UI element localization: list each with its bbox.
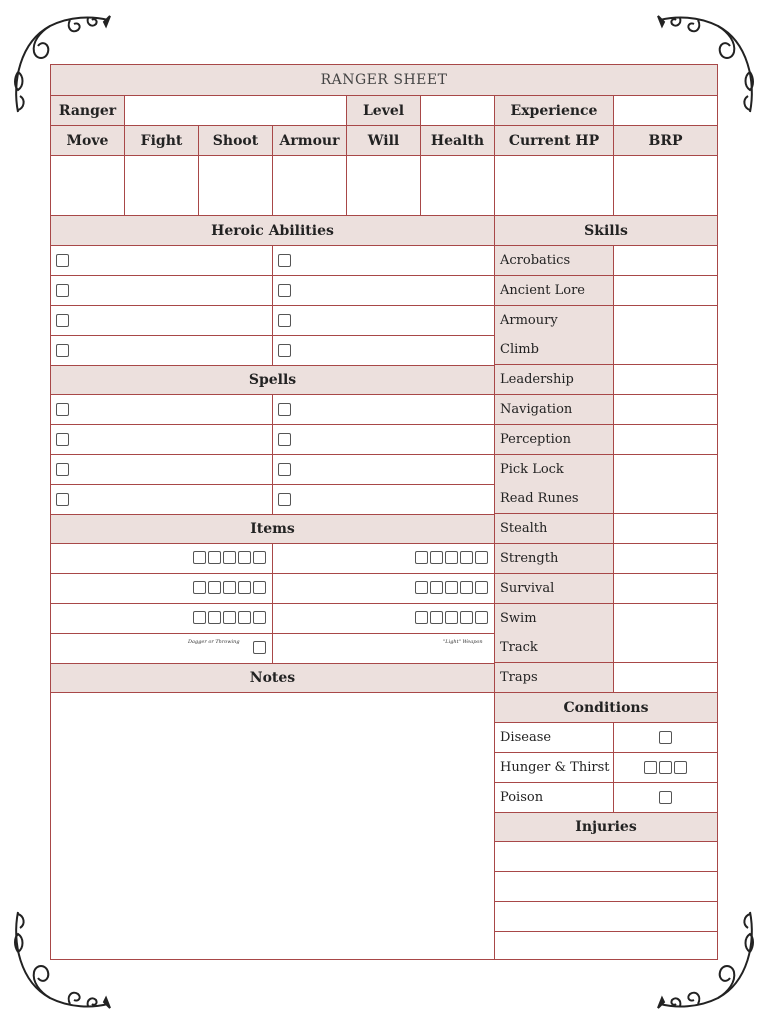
spell-slot[interactable] [51, 425, 273, 455]
item-checkbox[interactable] [460, 551, 473, 564]
condition-label: Poison [495, 783, 614, 813]
item-checkbox[interactable] [253, 611, 266, 624]
skill-label: Stealth [495, 514, 614, 544]
condition-label: Disease [495, 723, 614, 753]
condition-checkbox[interactable] [659, 761, 672, 774]
stat-field-brp[interactable] [614, 156, 717, 216]
spell-checkbox[interactable] [278, 493, 291, 506]
heroic-ability-slot[interactable] [273, 336, 495, 366]
spell-slot[interactable] [273, 425, 495, 455]
skill-label: Armoury [495, 306, 614, 336]
item-checkbox[interactable] [253, 641, 266, 654]
skill-label: Navigation [495, 395, 614, 425]
item-checkbox[interactable] [193, 611, 206, 624]
item-checkbox[interactable] [430, 611, 443, 624]
heroic-ability-slot[interactable] [273, 276, 495, 306]
skill-label: Climb [495, 335, 614, 365]
skill-label: Traps [495, 663, 614, 693]
skill-label: Leadership [495, 365, 614, 395]
skill-label: Track [495, 633, 614, 663]
skill-label: Perception [495, 425, 614, 455]
item-checkbox[interactable] [253, 551, 266, 564]
skill-label: Read Runes [495, 484, 614, 514]
skill-value-field[interactable] [614, 663, 717, 693]
item-slot[interactable] [51, 634, 273, 664]
spells-header: Spells [51, 366, 495, 395]
item-slot[interactable] [273, 634, 495, 664]
item-slot[interactable] [273, 574, 495, 604]
skill-label: Pick Lock [495, 455, 614, 485]
skill-value-field[interactable] [614, 395, 717, 425]
item-checkbox[interactable] [223, 611, 236, 624]
heroic-ability-checkbox[interactable] [278, 344, 291, 357]
heroic-ability-slot[interactable] [51, 306, 273, 336]
skill-value-field[interactable] [614, 246, 717, 276]
spell-checkbox[interactable] [278, 433, 291, 446]
stat-label-will: Will [347, 126, 421, 156]
condition-tracker [614, 753, 717, 783]
skill-value-field[interactable] [614, 574, 717, 604]
condition-checkbox[interactable] [659, 791, 672, 804]
spell-slot[interactable] [51, 485, 273, 515]
spell-checkbox[interactable] [56, 463, 69, 476]
item-checkbox[interactable] [208, 551, 221, 564]
skill-label: Acrobatics [495, 246, 614, 276]
stat-field-move[interactable] [51, 156, 125, 216]
injury-line[interactable] [495, 872, 717, 902]
heroic-ability-checkbox[interactable] [56, 314, 69, 327]
skill-label: Survival [495, 574, 614, 604]
skill-value-field[interactable] [614, 544, 717, 574]
item-hint-dagger: Dagger or Throwing [188, 639, 240, 645]
item-checkbox[interactable] [445, 611, 458, 624]
ranger-name-field[interactable] [125, 96, 347, 126]
injury-line[interactable] [495, 932, 717, 959]
skill-label: Swim [495, 604, 614, 634]
stat-label-armour: Armour [273, 126, 347, 156]
item-checkbox[interactable] [253, 581, 266, 594]
skill-value-field[interactable] [614, 306, 717, 336]
heroic-ability-slot[interactable] [51, 336, 273, 366]
item-checkbox[interactable] [223, 581, 236, 594]
stat-field-armour[interactable] [273, 156, 347, 216]
item-checkbox[interactable] [238, 581, 251, 594]
item-checkbox[interactable] [475, 581, 488, 594]
stat-label-move: Move [51, 126, 125, 156]
heroic-ability-checkbox[interactable] [278, 284, 291, 297]
spell-slot[interactable] [273, 455, 495, 485]
item-checkbox[interactable] [430, 581, 443, 594]
level-label: Level [347, 96, 421, 126]
ranger-sheet [50, 64, 718, 960]
stat-field-fight[interactable] [125, 156, 199, 216]
heroic-ability-checkbox[interactable] [56, 254, 69, 267]
item-slot[interactable] [273, 544, 495, 574]
items-header: Items [51, 515, 495, 544]
stat-field-current-hp[interactable] [495, 156, 614, 216]
heroic-ability-checkbox[interactable] [56, 284, 69, 297]
stat-label-current-hp: Current HP [495, 126, 614, 156]
injury-line[interactable] [495, 842, 717, 872]
item-checkbox[interactable] [445, 551, 458, 564]
spell-checkbox[interactable] [56, 493, 69, 506]
skill-value-field[interactable] [614, 604, 717, 634]
notes-header: Notes [51, 663, 495, 693]
item-checkbox[interactable] [193, 551, 206, 564]
heroic-ability-checkbox[interactable] [56, 344, 69, 357]
item-checkbox[interactable] [208, 581, 221, 594]
stat-field-will[interactable] [347, 156, 421, 216]
item-slot[interactable] [51, 604, 273, 634]
item-checkbox[interactable] [445, 581, 458, 594]
injuries-header: Injuries [495, 813, 717, 842]
notes-area[interactable] [51, 693, 495, 959]
heroic-ability-slot[interactable] [273, 306, 495, 336]
spell-slot[interactable] [273, 485, 495, 515]
item-checkbox[interactable] [238, 551, 251, 564]
stat-label-brp: BRP [614, 126, 717, 156]
condition-label: Hunger & Thirst [495, 753, 614, 783]
condition-checkbox[interactable] [644, 761, 657, 774]
experience-label: Experience [495, 96, 614, 126]
item-slot[interactable] [51, 574, 273, 604]
sheet-title: RANGER SHEET [51, 65, 717, 96]
item-checkbox[interactable] [430, 551, 443, 564]
item-checkbox[interactable] [208, 611, 221, 624]
spell-checkbox[interactable] [278, 403, 291, 416]
item-checkbox[interactable] [460, 611, 473, 624]
skill-value-field[interactable] [614, 514, 717, 544]
skill-value-field[interactable] [614, 276, 717, 306]
item-checkbox[interactable] [415, 551, 428, 564]
item-checkbox[interactable] [193, 581, 206, 594]
stat-field-health[interactable] [421, 156, 495, 216]
item-checkbox[interactable] [460, 581, 473, 594]
skill-value-field[interactable] [614, 455, 717, 485]
item-slot[interactable] [273, 604, 495, 634]
item-checkbox[interactable] [238, 611, 251, 624]
spell-slot[interactable] [51, 455, 273, 485]
spell-slot[interactable] [273, 395, 495, 425]
item-checkbox[interactable] [415, 581, 428, 594]
experience-field[interactable] [614, 96, 717, 126]
condition-checkbox[interactable] [674, 761, 687, 774]
condition-tracker [614, 783, 717, 813]
heroic-ability-slot[interactable] [51, 246, 273, 276]
skill-value-field[interactable] [614, 484, 717, 514]
skills-header: Skills [495, 216, 717, 246]
level-field[interactable] [421, 96, 495, 126]
spell-checkbox[interactable] [278, 463, 291, 476]
skill-value-field[interactable] [614, 365, 717, 395]
heroic-ability-checkbox[interactable] [278, 314, 291, 327]
conditions-header: Conditions [495, 693, 717, 723]
skill-value-field[interactable] [614, 633, 717, 663]
stat-field-shoot[interactable] [199, 156, 273, 216]
skill-label: Strength [495, 544, 614, 574]
heroic-ability-slot[interactable] [273, 246, 495, 276]
item-checkbox[interactable] [415, 611, 428, 624]
spell-checkbox[interactable] [56, 403, 69, 416]
injury-line[interactable] [495, 902, 717, 932]
skill-value-field[interactable] [614, 425, 717, 455]
item-checkbox[interactable] [223, 551, 236, 564]
heroic-ability-slot[interactable] [51, 276, 273, 306]
heroic-ability-checkbox[interactable] [278, 254, 291, 267]
item-checkbox[interactable] [475, 611, 488, 624]
skill-value-field[interactable] [614, 335, 717, 365]
spell-slot[interactable] [51, 395, 273, 425]
stat-label-health: Health [421, 126, 495, 156]
item-slot[interactable] [51, 544, 273, 574]
condition-checkbox[interactable] [659, 731, 672, 744]
spell-checkbox[interactable] [56, 433, 69, 446]
item-hint-light-weapon: "Light" Weapon [443, 639, 483, 645]
stat-label-shoot: Shoot [199, 126, 273, 156]
heroic-abilities-header: Heroic Abilities [51, 216, 495, 246]
ranger-label: Ranger [51, 96, 125, 126]
condition-tracker [614, 723, 717, 753]
item-checkbox[interactable] [475, 551, 488, 564]
stat-label-fight: Fight [125, 126, 199, 156]
skill-label: Ancient Lore [495, 276, 614, 306]
